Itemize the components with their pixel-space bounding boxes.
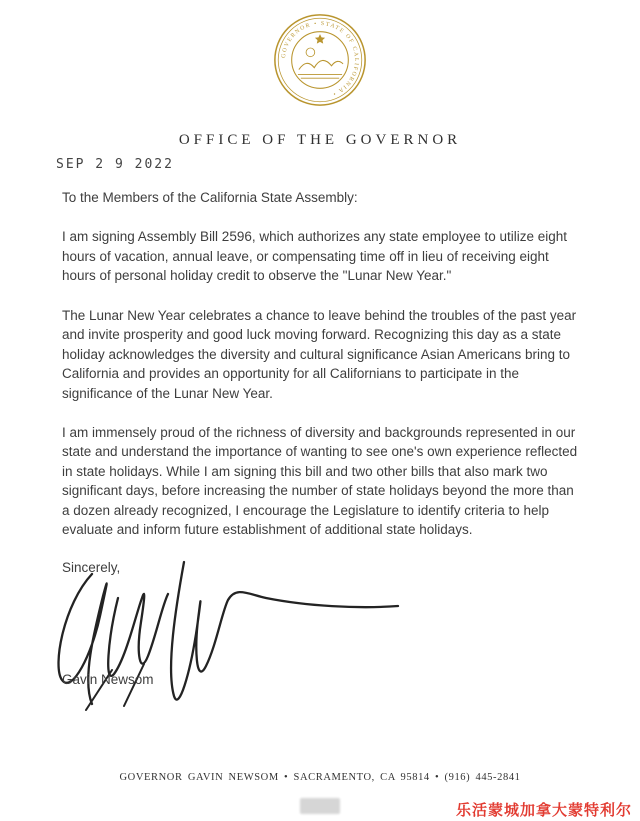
blurred-stamp-image — [300, 798, 340, 814]
watermark-caption: 乐活蒙城加拿大蒙特利尔 — [455, 801, 632, 819]
governor-seal-icon — [272, 12, 368, 108]
paragraph-2: The Lunar New Year celebrates a chance to leave behind the troubles of the past year and invite prosperity and good luck moving forward. Recognizing this day as a state holiday acknowledges the diversity and cultural significance Asian Americans bring to California and provides an opportunity for all Californians to participate in the significance of the Lunar New Year. — [62, 307, 577, 401]
paragraph-3: I am immensely proud of the richness of diversity and backgrounds represented in our state and understand the importance of wanting to see one's own experience reflected in state holidays. While I am signing this bill and two other bills that also mark two significant days, before increasing the number of state holidays beyond the more than a dozen already recognized, I encourage the Legislature to identify criteria to help evaluate and inform future establishment of additional state holidays. — [62, 424, 578, 538]
salutation: To the Members of the California State Assembly: — [62, 190, 358, 205]
seal-star-icon — [315, 34, 325, 44]
footer-address: GOVERNOR GAVIN NEWSOM • SACRAMENTO, CA 95814 • (916) 445-2841 — [119, 772, 521, 783]
signer-name: Gavin Newsom — [62, 671, 154, 687]
seal-sun — [306, 48, 315, 57]
governor-seal — [272, 12, 368, 108]
seal-ring-text: GOVERNOR • STATE OF CALIFORNIA • — [280, 20, 360, 97]
paragraph-1: I am signing Assembly Bill 2596, which authorizes any state employee to utilize eight hours of vacation, annual leave, or compensating time off in lieu of receiving eight hours of personal holiday credit to observe the "Lunar New Year." — [62, 229, 568, 284]
svg-text:GOVERNOR • STATE OF CALIFORNIA — [281, 21, 359, 97]
closing: Sincerely, — [62, 559, 121, 575]
letterhead-title: OFFICE OF THE GOVERNOR — [178, 132, 462, 148]
date-stamp: SEP 2 9 2022 — [56, 157, 174, 172]
seal-water-lines — [298, 74, 342, 78]
signature-block — [62, 560, 640, 712]
letter-body — [62, 188, 582, 540]
signature-scrawl-icon — [48, 554, 408, 714]
seal-mountains — [299, 60, 343, 69]
